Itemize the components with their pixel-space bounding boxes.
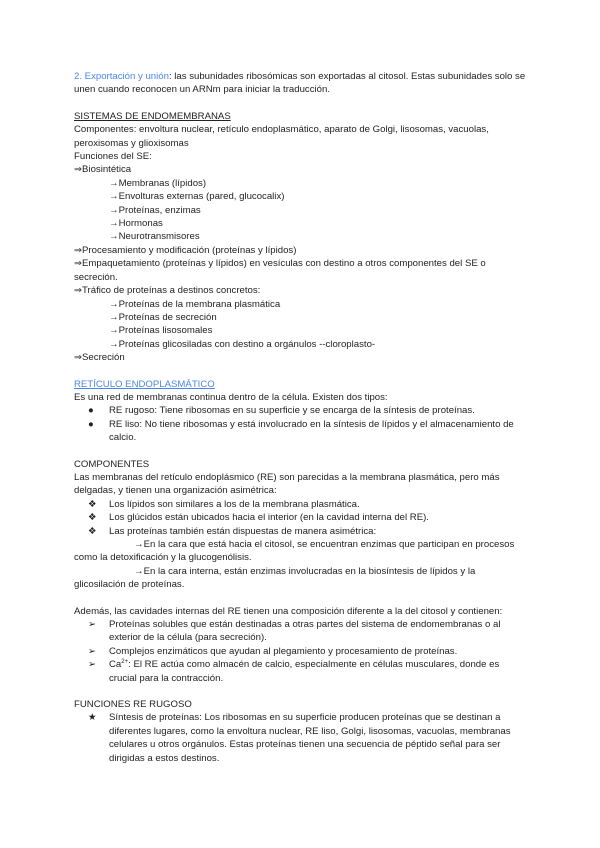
section-title-endomembranas: SISTEMAS DE ENDOMEMBRANAS bbox=[74, 110, 231, 122]
se-sub-item: →Proteínas, enzimas bbox=[109, 204, 201, 216]
se-trafico: ⇒Tráfico de proteínas a destinos concretos: bbox=[74, 285, 261, 297]
list-item: ❖ Los glúcidos están ubicados hacia el interior (en la cavidad interna del RE). bbox=[88, 512, 429, 524]
diamond-bullet-icon: ❖ bbox=[88, 525, 97, 537]
componentes-list bbox=[74, 498, 526, 538]
section-title-componentes: COMPONENTES bbox=[74, 458, 150, 470]
arrow-bullet-icon: ➢ bbox=[88, 619, 97, 631]
list-item: ★ Síntesis de proteínas: Los ribosomas en su superficie producen proteínas que se destinan a diferentes lugares, como la envoltura nuclear, RE liso, Golgi, lisosomas, vacuolas, membranas celulares u otros orgánulos. Estas proteínas tienen una secuencia de péptido señal para ser dirigidas a estos destinos. bbox=[88, 712, 511, 764]
se-procesamiento: ⇒Procesamiento y modificación (proteínas y lípidos) bbox=[74, 244, 297, 256]
list-item: ➢ Complejos enzimáticos que ayudan al plegamiento y procesamiento de proteínas. bbox=[88, 645, 458, 657]
componentes-citosol: →En la cara que está hacia el citosol, se encuentran enzimas que participan en procesos como la detoxificación y la glucogenólisis. bbox=[74, 539, 515, 564]
se-sub-item: →Envolturas externas (pared, glucocalix) bbox=[109, 191, 285, 203]
se-biosintetica: ⇒Biosintética bbox=[74, 164, 132, 176]
list-item: ● RE liso: No tiene ribosomas y está involucrado en la síntesis de lípidos y el almacenamiento de calcio. bbox=[88, 418, 514, 444]
export-paragraph bbox=[74, 70, 526, 97]
se-sub-item: →Proteínas de secreción bbox=[109, 311, 217, 323]
se-sub-item: →Neurotransmisores bbox=[109, 231, 200, 243]
bullet-icon: ● bbox=[88, 405, 94, 417]
arrow-bullet-icon: ➢ bbox=[88, 645, 97, 657]
componentes-interna: →En la cara interna, están enzimas involucradas en la biosíntesis de lípidos y la glicosilación de proteínas. bbox=[74, 565, 476, 591]
export-heading: 2. Exportación y unión bbox=[74, 71, 169, 82]
se-sub-item: →Membranas (lípidos) bbox=[109, 177, 207, 189]
se-secrecion: ⇒Secreción bbox=[74, 352, 125, 364]
re-types-list bbox=[74, 404, 526, 444]
cavidades-list bbox=[74, 618, 526, 685]
document-content bbox=[74, 70, 526, 765]
componentes-intro: Las membranas del retículo endoplásmico (RE) son parecidas a la membrana plasmática, pero más delgadas, y tienen una organización asimétrica: bbox=[74, 471, 500, 497]
diamond-bullet-icon: ❖ bbox=[88, 512, 97, 524]
bullet-icon: ● bbox=[88, 418, 94, 430]
star-bullet-icon: ★ bbox=[88, 712, 97, 724]
list-item: ➢ Proteínas solubles que están destinadas a otras partes del sistema de endomembranas o al exterior de la célula (para secreción). bbox=[88, 619, 501, 644]
list-item: ❖ Las proteínas también están dispuestas de manera asimétrica: bbox=[88, 525, 377, 537]
se-functions-label: Funciones del SE: bbox=[74, 151, 152, 163]
diamond-bullet-icon: ❖ bbox=[88, 498, 97, 510]
export-text: : las subunidades ribosómicas son exportadas al citosol. Estas subunidades solo se unen cuando reconocen un ARNm para iniciar la traducción. bbox=[74, 71, 526, 96]
se-components: Componentes: envoltura nuclear, retículo endoplasmático, aparato de Golgi, lisosomas, vacuolas, peroxisomas y glioxisomas bbox=[74, 124, 489, 149]
rugoso-list bbox=[74, 711, 526, 765]
se-sub-item: →Proteínas lisosomales bbox=[109, 325, 213, 337]
re-intro: Es una red de membranas continua dentro de la célula. Existen dos tipos: bbox=[74, 391, 388, 403]
list-item: ➢ $Ca^{2+}$: El RE actúa como almacén de calcio, especialmente en células musculares, donde es crucial para la contracción. bbox=[88, 659, 500, 684]
se-sub-item: →Proteínas de la membrana plasmática bbox=[109, 298, 281, 310]
arrow-bullet-icon: ➢ bbox=[88, 659, 97, 671]
cavidades-intro: Además, las cavidades internas del RE tienen una composición diferente a la del citosol y contienen: bbox=[74, 605, 503, 617]
list-item: ❖ Los lípidos son similares a los de la membrana plasmática. bbox=[88, 498, 360, 510]
se-empaquetamiento: ⇒Empaquetamiento (proteínas y lípidos) en vesículas con destino a otros componentes del SE o secreción. bbox=[74, 258, 486, 283]
section-title-funciones-rugoso: FUNCIONES RE RUGOSO bbox=[74, 699, 192, 711]
se-sub-item: →Proteínas glicosiladas con destino a orgánulos --cloroplasto- bbox=[109, 338, 376, 350]
section-title-reticulo: RETÍCULO ENDOPLASMÁTICO bbox=[74, 378, 215, 390]
list-item: ● RE rugoso: Tiene ribosomas en su superficie y se encarga de la síntesis de proteínas. bbox=[88, 405, 475, 417]
se-sub-item: →Hormonas bbox=[109, 218, 163, 230]
